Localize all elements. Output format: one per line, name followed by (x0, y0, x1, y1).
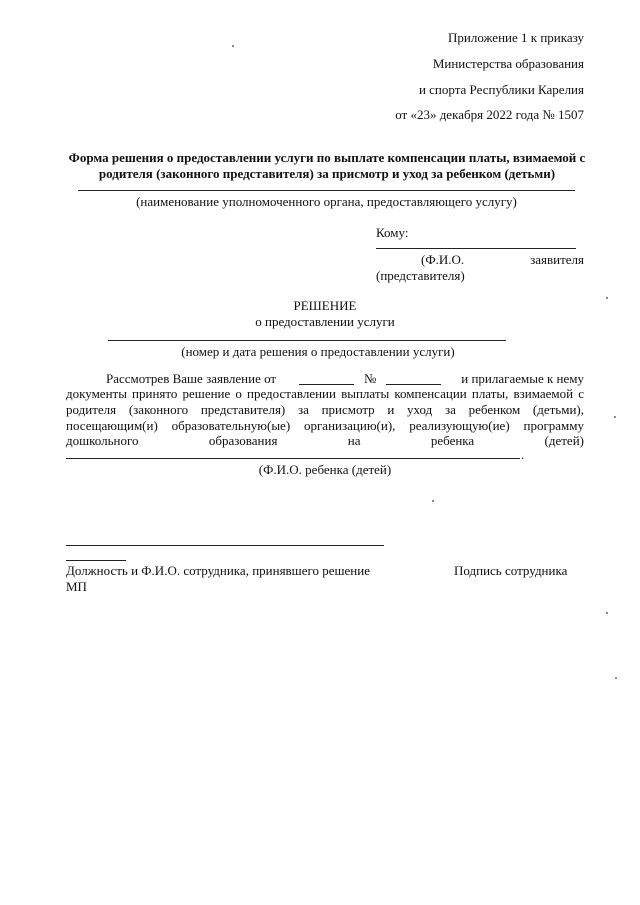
authority-caption: (наименование уполномоченного органа, предоставляющего услугу) (136, 194, 517, 209)
position-caption: Должность и Ф.И.О. сотрудника, принявшего решение (66, 563, 370, 578)
signature-caption: Подпись сотрудника (454, 563, 568, 578)
appendix-line-2: Министерства образования (432, 56, 584, 71)
application-date-blank (299, 384, 354, 385)
appendix-line-3: и спорта Республики Карелия (418, 82, 584, 97)
body-line-1-number-sign: № (364, 371, 377, 386)
decision-heading: РЕШЕНИЕ (293, 298, 357, 313)
appendix-line-4: от «23» декабря 2022 года № 1507 (395, 107, 584, 122)
decision-number-caption: (номер и дата решения о предоставлении услуги) (181, 344, 455, 359)
scan-speck (432, 500, 434, 502)
recipient-fio-caption: (Ф.И.О. (421, 252, 465, 267)
position-short-line (66, 560, 126, 561)
scan-speck (606, 297, 608, 299)
body-line-2: документы принято решение о предоставлении выплаты компенсации платы, взимаемой с (66, 386, 584, 401)
authority-blank-line (78, 190, 575, 191)
decision-subheading: о предоставлении услуги (255, 314, 395, 329)
body-line-4: посещающим(и) образовательную(ые) организацию(и), реализующую(ие) программу (66, 418, 584, 433)
application-number-blank (386, 384, 441, 385)
stamp-label: МП (66, 579, 87, 594)
decision-number-blank-line (108, 340, 506, 341)
body-line-1-start: Рассмотрев Ваше заявление от (106, 371, 277, 386)
child-name-blank-line (66, 458, 520, 459)
form-title-line-1: Форма решения о предоставлении услуги по выплате компенсации платы, взимаемой с (68, 150, 586, 165)
scan-speck (232, 45, 234, 47)
position-blank-line (66, 545, 384, 546)
form-title-line-2: родителя (законного представителя) за присмотр и уход за ребенком (детьми) (98, 166, 556, 181)
recipient-blank-line (376, 248, 576, 249)
body-line-5: дошкольного образования на ребенка (детей) (66, 433, 584, 448)
recipient-label: Кому: (376, 225, 409, 240)
body-line-1-end: и прилагаемые к нему (461, 371, 584, 386)
scan-speck (606, 612, 608, 614)
body-line-3: родителя (законного представителя) за присмотр и уход за ребенком (детьми), (66, 402, 584, 417)
recipient-applicant-caption: заявителя (530, 252, 584, 267)
recipient-representative-caption: (представителя) (376, 268, 465, 283)
body-line-6-period: . (521, 447, 525, 462)
child-name-caption: (Ф.И.О. ребенка (детей) (258, 462, 392, 477)
scan-speck (615, 677, 617, 679)
appendix-line-1: Приложение 1 к приказу (447, 30, 584, 45)
scan-speck (614, 416, 616, 418)
